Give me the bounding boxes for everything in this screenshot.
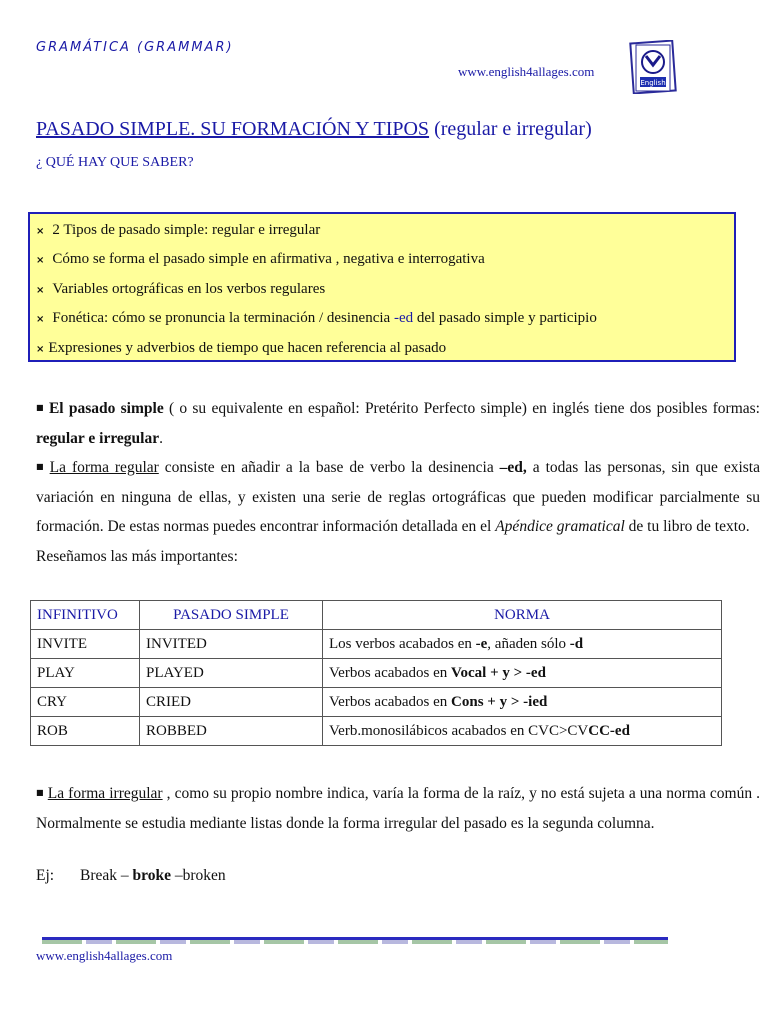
- paragraph-text: a todas las personas, sin que exista variación en ninguna de ellas, y existen una serie de reglas ortográficas que pueden modificar parcialmente su formación. De estas normas puedes encontrar información detallada en el: [36, 459, 760, 535]
- summary-item: [36, 216, 734, 245]
- table-header: INFINITIVO: [31, 601, 140, 630]
- cross-bullet-icon: ×: [36, 284, 45, 296]
- subtitle: ¿ QUÉ HAY QUE SABER?: [36, 155, 194, 170]
- underlined-text: La forma irregular: [47, 785, 163, 802]
- square-bullet-icon: ■: [36, 403, 45, 412]
- footer-decoration: [42, 940, 668, 944]
- paragraph-text: Reseñamos las más importantes:: [36, 547, 238, 565]
- header-title: GRAMÁTICA (GRAMMAR): [36, 40, 234, 55]
- summary-item: [36, 334, 734, 363]
- table-cell: PLAYED: [140, 659, 323, 688]
- paragraph-forma-regular: [36, 452, 760, 571]
- example-line: [36, 867, 226, 885]
- table-row: [31, 717, 722, 746]
- example-text: –broken: [171, 867, 226, 884]
- table-header: PASADO SIMPLE: [140, 601, 323, 630]
- summary-item-text: 2 Tipos de pasado simple: regular e irregular: [52, 222, 321, 238]
- table-cell: Verbos acabados en Cons + y > -ied: [323, 688, 722, 717]
- example-text: Break –: [80, 867, 133, 884]
- square-bullet-icon: ■: [36, 462, 46, 471]
- table-cell: CRY: [31, 688, 140, 717]
- ed-suffix: -ed: [393, 310, 414, 327]
- example-label: Ej:: [36, 867, 55, 884]
- summary-item-text: del pasado simple y participio: [413, 310, 597, 327]
- paragraph-text: , como su propio nombre indica, varía la forma de la raíz, y no está sujeta a una norma común . Normalmente se estudia mediante listas donde la forma irregular del pasado es la segunda columna.: [36, 785, 761, 832]
- paragraph-forma-irregular: [36, 778, 760, 838]
- table-cell: INVITED: [140, 630, 323, 659]
- bold-text: –ed,: [499, 459, 527, 476]
- paragraph-text: de tu libro de texto.: [624, 518, 750, 535]
- table-row: [31, 659, 722, 688]
- page-title: [36, 118, 592, 141]
- summary-item-text: Cómo se forma el pasado simple en afirmativa , negativa e interrogativa: [52, 251, 485, 268]
- cross-bullet-icon: ×: [36, 343, 45, 355]
- paragraph-pasado-simple: [36, 393, 760, 453]
- rules-table: [30, 600, 722, 746]
- summary-item-text: Fonética: cómo se pronuncia la terminación / desinencia: [52, 310, 394, 327]
- summary-item: [36, 275, 734, 304]
- summary-item-text: Variables ortográficas en los verbos regulares: [52, 280, 326, 297]
- logo-text: English: [640, 79, 666, 87]
- table-row: [31, 688, 722, 717]
- table-header: NORMA: [323, 601, 722, 630]
- paragraph-text: .: [159, 429, 163, 447]
- italic-text: Apéndice gramatical: [495, 518, 625, 535]
- table-cell: Los verbos acabados en -e, añaden sólo -d: [323, 630, 722, 659]
- bold-text: El pasado simple: [48, 400, 164, 417]
- example-bold: broke: [132, 867, 171, 884]
- summary-item: [36, 245, 734, 274]
- table-header-row: [31, 601, 722, 630]
- cross-bullet-icon: ×: [36, 226, 45, 237]
- table-cell: Verb.monosilábicos acabados en CVC>CVCC-ed: [323, 717, 722, 746]
- table-row: [31, 630, 722, 659]
- table-cell: INVITE: [31, 630, 140, 659]
- summary-box: [28, 212, 736, 362]
- table-cell: ROB: [31, 717, 140, 746]
- summary-item-text: Expresiones y adverbios de tiempo que hacen referencia al pasado: [48, 339, 447, 356]
- summary-item: [36, 304, 734, 333]
- title-main: PASADO SIMPLE. SU FORMACIÓN Y TIPOS: [36, 118, 430, 140]
- paragraph-text: ( o su equivalente en español: Pretérito Perfecto simple) en inglés tiene dos posibles formas:: [163, 400, 760, 417]
- bold-text: regular e irregular: [36, 429, 160, 447]
- english-logo: [628, 40, 678, 94]
- underlined-text: La forma regular: [49, 459, 159, 476]
- table-cell: PLAY: [31, 659, 140, 688]
- paragraph-text: consiste en añadir a la base de verbo la desinencia: [158, 459, 500, 476]
- table-cell: Verbos acabados en Vocal + y > -ed: [323, 659, 722, 688]
- table-cell: ROBBED: [140, 717, 323, 746]
- cross-bullet-icon: ×: [36, 255, 45, 267]
- table-cell: CRIED: [140, 688, 323, 717]
- square-bullet-icon: ■: [36, 788, 44, 797]
- cross-bullet-icon: ×: [36, 314, 45, 326]
- title-suffix: (regular e irregular): [429, 118, 592, 140]
- footer-url[interactable]: www.english4allages.com: [36, 948, 173, 963]
- header-url[interactable]: www.english4allages.com: [458, 64, 595, 79]
